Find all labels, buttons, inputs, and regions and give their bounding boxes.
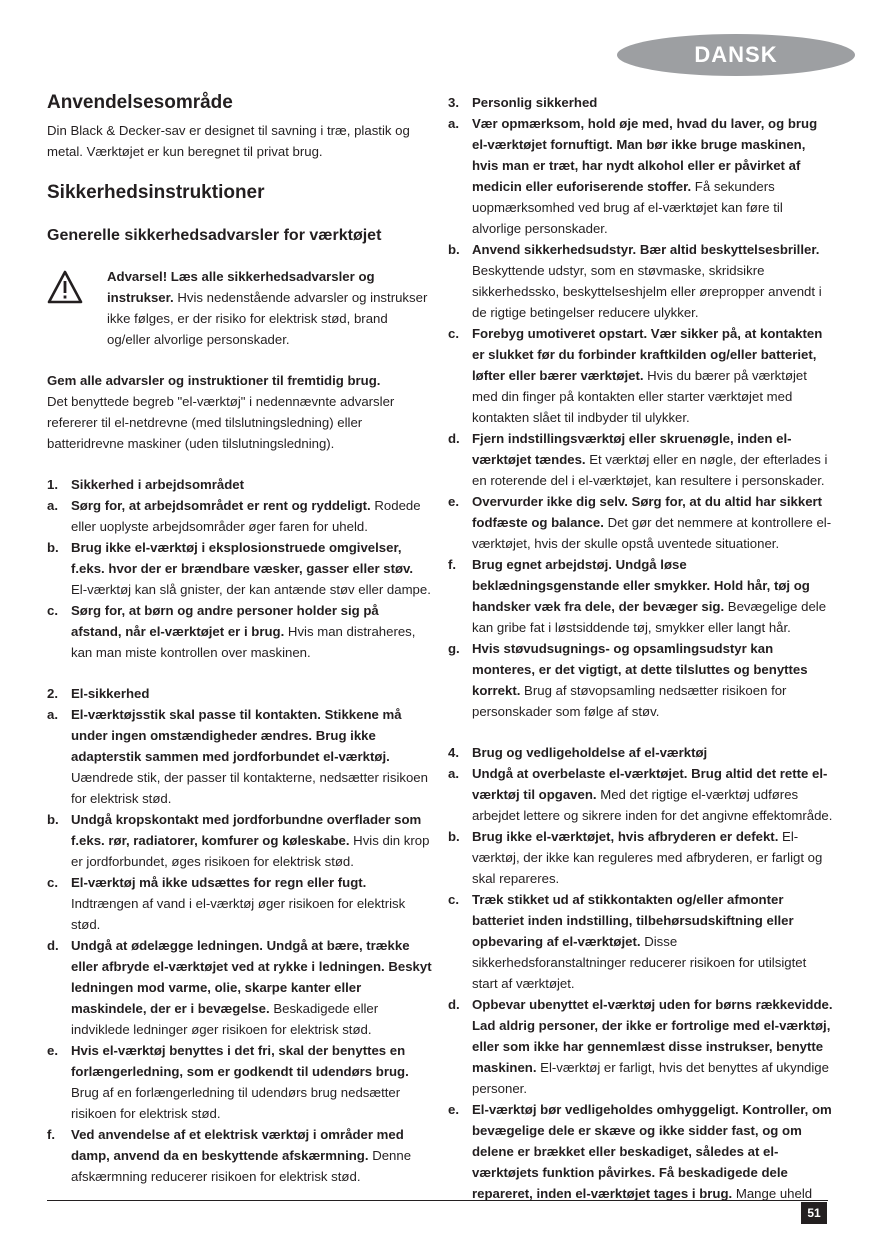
- section-4-label: Brug og vedligeholdelse af el-værktøj: [472, 745, 708, 760]
- item-bold: Sørg for, at børn og andre personer holder sig på afstand, når el-værktøjet er i brug.: [71, 603, 379, 639]
- item-letter: c.: [47, 875, 58, 890]
- warning-block: [47, 266, 432, 350]
- list-item: [448, 113, 833, 239]
- list-item: [448, 428, 833, 491]
- item-text: Hvis du bærer på værktøjet med din finger på kontakten eller starter værktøjet med kontakten slået til indbyder til ulykker.: [472, 368, 807, 425]
- section-2-number: 2.: [47, 686, 58, 701]
- item-text: Få sekunders uopmærksomhed ved brug af el-værktøjet kan føre til alvorlige personskader.: [472, 179, 783, 236]
- item-bold: Undgå at overbelaste el-værktøjet. Brug altid det rette el-værktøj til opgaven.: [472, 766, 828, 802]
- item-text: Med det rigtige el-værktøj udføres arbejdet lettere og sikrere inden for det angivne effektområde.: [472, 787, 833, 823]
- item-bold: Brug egnet arbejdstøj. Undgå løse beklædningsgenstande eller smykker. Hold hår, tøj og handsker væk fra dele, der bevæger sig.: [472, 557, 810, 614]
- section-3-number: 3.: [448, 95, 459, 110]
- language-tab: DANSK: [617, 34, 855, 76]
- item-bold: Hvis el-værktøj benyttes i det fri, skal der benyttes en forlængerledning, som er godkendt til udendørs brug.: [71, 1043, 409, 1079]
- list-item: [448, 239, 833, 323]
- item-letter: g.: [448, 641, 460, 656]
- item-letter: c.: [448, 892, 459, 907]
- section-4-title: [448, 742, 833, 763]
- section-2-title: [47, 683, 432, 704]
- item-bold: Anvend sikkerhedsudstyr. Bær altid beskyttelsesbriller.: [472, 242, 820, 257]
- section-4-number: 4.: [448, 745, 459, 760]
- item-letter: a.: [448, 766, 459, 781]
- item-letter: e.: [448, 494, 459, 509]
- list-item: [47, 537, 432, 600]
- item-text: Hvis man distraheres, kan man miste kontrollen over maskinen.: [71, 624, 416, 660]
- list-item: [47, 495, 432, 537]
- list-item: [47, 1040, 432, 1124]
- item-text: El-værktøj kan slå gnister, der kan antænde støv eller dampe.: [71, 582, 431, 597]
- item-text: El-værktøj, der ikke kan reguleres med afbryderen, er farligt og skal repareres.: [472, 829, 823, 886]
- item-letter: a.: [47, 707, 58, 722]
- item-letter: a.: [47, 498, 58, 513]
- item-text: Et værktøj eller en nøgle, der efterlades i en roterende del i el-værktøjet, kan resultere i personskader.: [472, 452, 828, 488]
- heading-general-warnings: Generelle sikkerhedsadvarsler for værktøjet: [47, 227, 382, 244]
- heading-safety: Sikkerhedsinstruktioner: [47, 182, 265, 203]
- item-text: Brug af en forlængerledning til udendørs brug nedsætter risikoen for elektrisk stød.: [71, 1085, 401, 1121]
- list-item: [47, 872, 432, 935]
- left-column: [47, 92, 432, 1187]
- item-bold: Undgå kropskontakt med jordforbundne overflader som f.eks. rør, radiatorer, komfurer og køleskabe.: [71, 812, 422, 848]
- item-bold: Brug ikke el-værktøjet, hvis afbryderen er defekt.: [472, 829, 779, 844]
- list-item: [47, 935, 432, 1040]
- item-text: Disse sikkerhedsforanstaltninger reducerer risikoen for utilsigtet start af værktøjet.: [472, 934, 807, 991]
- list-item: [47, 600, 432, 663]
- keep-bold-text: Gem alle advarsler og instruktioner til fremtidig brug.: [47, 373, 381, 388]
- item-bold: El-værktøjsstik skal passe til kontakten. Stikkene må under ingen omstændigheder ændres. Brug ikke adapterstik sammen med jordforbundet el-værktøj.: [71, 707, 402, 764]
- item-bold: El-værktøj bør vedligeholdes omhyggeligt. Kontroller, om bevægelige dele er skæve og ikke sidder fast, og om delene er brækket eller beskadiget, således at el-værktøjets funktion påvirkes. Få beskadigede dele repareret, inden el-værktøjet tages i brug.: [472, 1102, 832, 1201]
- item-bold: Opbevar ubenyttet el-værktøj uden for børns rækkevidde. Lad aldrig personer, der ikke er fortrolige med el-værktøj, eller som ikke har gennemlæst disse instrukser, benytte maskinen.: [472, 997, 833, 1075]
- list-item: [448, 323, 833, 428]
- keep-text: Det benyttede begreb "el-værktøj" i nedennævnte advarsler refererer til el-netdrevne (med tilslutningsledning) eller batteridrevne maskiner (uden tilslutningsledning).: [47, 394, 395, 451]
- item-letter: b.: [47, 812, 59, 827]
- item-text: Brug af støvopsamling nedsætter risikoen for personskader som følge af støv.: [472, 683, 787, 719]
- warning-triangle-icon: [47, 266, 107, 350]
- list-item: [47, 1124, 432, 1187]
- list-item: [448, 491, 833, 554]
- list-item: [448, 554, 833, 638]
- item-bold: Hvis støvudsugnings- og opsamlingsudstyr kan monteres, er det vigtigt, at dette tilsluttes og benyttes korrekt.: [472, 641, 808, 698]
- item-text: Uændrede stik, der passer til kontakterne, nedsætter risikoen for elektrisk stød.: [71, 770, 428, 806]
- section-3-label: Personlig sikkerhed: [472, 95, 598, 110]
- warning-text: Hvis nedenstående advarsler og instrukser ikke følges, er der risiko for elektrisk stød, brand og/eller alvorlige personskader.: [107, 290, 428, 347]
- section-1-number: 1.: [47, 477, 58, 492]
- list-item: [448, 638, 833, 722]
- item-letter: c.: [47, 603, 58, 618]
- item-letter: d.: [448, 431, 460, 446]
- list-item: [448, 826, 833, 889]
- section-1-label: Sikkerhed i arbejdsområdet: [71, 477, 244, 492]
- item-bold: El-værktøj må ikke udsættes for regn eller fugt.: [71, 875, 367, 890]
- item-text: Indtrængen af vand i el-værktøj øger risikoen for elektrisk stød.: [71, 896, 406, 932]
- item-text: Hvis din krop er jordforbundet, øges risikoen for elektrisk stød.: [71, 833, 430, 869]
- item-letter: d.: [448, 997, 460, 1012]
- list-item: [448, 994, 833, 1099]
- item-letter: e.: [47, 1043, 58, 1058]
- item-bold: Ved anvendelse af et elektrisk værktøj i områder med damp, anvend da en beskyttende afskærmning.: [71, 1127, 404, 1163]
- item-letter: e.: [448, 1102, 459, 1117]
- item-text: Beskadigede eller indviklede ledninger øger risikoen for elektrisk stød.: [71, 1001, 379, 1037]
- item-text: El-værktøj er farligt, hvis det benyttes af ukyndige personer.: [472, 1060, 829, 1096]
- item-bold: Overvurder ikke dig selv. Sørg for, at du altid har sikkert fodfæste og balance.: [472, 494, 823, 530]
- item-bold: Sørg for, at arbejdsområdet er rent og ryddeligt.: [71, 498, 371, 513]
- section-1-title: [47, 474, 432, 495]
- item-letter: d.: [47, 938, 59, 953]
- item-text: Bevægelige dele kan gribe fat i løstsiddende tøj, smykker eller langt hår.: [472, 599, 827, 635]
- list-item: [448, 889, 833, 994]
- item-letter: b.: [448, 242, 460, 257]
- item-letter: c.: [448, 326, 459, 341]
- keep-instructions: [47, 370, 432, 454]
- item-text: Mange uheld: [732, 1186, 813, 1201]
- item-letter: a.: [448, 116, 459, 131]
- footer-divider: [47, 1200, 828, 1201]
- item-bold: Vær opmærksom, hold øje med, hvad du laver, og brug el-værktøjet fornuftigt. Man bør ikke bruge maskinen, hvis man er træt, har nydt alkohol eller er påvirket af medicin eller euforiserende stoffer.: [472, 116, 818, 194]
- item-text: Rodede eller uoplyste arbejdsområder øger faren for uheld.: [71, 498, 421, 534]
- item-text: Det gør det nemmere at kontrollere el-værktøjet, hvis der skulle opstå uventede situationer.: [472, 515, 832, 551]
- item-text: Denne afskærmning reducerer risikoen for elektrisk stød.: [71, 1148, 412, 1184]
- item-letter: f.: [448, 557, 457, 572]
- use-paragraph: Din Black & Decker-sav er designet til savning i træ, plastik og metal. Værktøjet er kun beregnet til privat brug.: [47, 123, 410, 159]
- item-letter: b.: [448, 829, 460, 844]
- item-letter: b.: [47, 540, 59, 555]
- item-letter: f.: [47, 1127, 56, 1142]
- list-item: [448, 1099, 833, 1204]
- item-bold: Undgå at ødelægge ledningen. Undgå at bære, trække eller afbryde el-værktøjet ved at rykke i ledningen. Beskyt ledningen mod varme, olie, skarpe kanter eller maskindele, der er i bevægelse.: [71, 938, 432, 1016]
- page-number: 51: [801, 1202, 827, 1224]
- list-item: [47, 704, 432, 809]
- list-item: [448, 763, 833, 826]
- list-item: [47, 809, 432, 872]
- section-3-title: [448, 92, 833, 113]
- section-2-label: El-sikkerhed: [71, 686, 150, 701]
- warning-bold-text: Advarsel! Læs alle sikkerhedsadvarsler og instrukser.: [107, 269, 375, 305]
- heading-use: Anvendelsesområde: [47, 92, 233, 113]
- right-column: [448, 92, 833, 1204]
- item-text: Beskyttende udstyr, som en støvmaske, skridsikre sikkerhedssko, beskyttelseshjelm eller ørepropper anvendt i de rigtige betingelser reducere ulykker.: [472, 263, 822, 320]
- item-bold: Brug ikke el-værktøj i eksplosionstruede omgivelser, f.eks. hvor der er brændbare væsker, gasser eller støv.: [71, 540, 414, 576]
- item-bold: Fjern indstillingsværktøj eller skruenøgle, inden el-værktøjet tændes.: [472, 431, 792, 467]
- item-bold: Forebyg umotiveret opstart. Vær sikker på, at kontakten er slukket før du forbinder kraftkilden og/eller batteriet, løfter eller bærer værktøjet.: [472, 326, 823, 383]
- item-bold: Træk stikket ud af stikkontakten og/eller afmonter batteriet inden indstilling, tilbehørsudskiftning eller opbevaring af el-værktøjet.: [472, 892, 794, 949]
